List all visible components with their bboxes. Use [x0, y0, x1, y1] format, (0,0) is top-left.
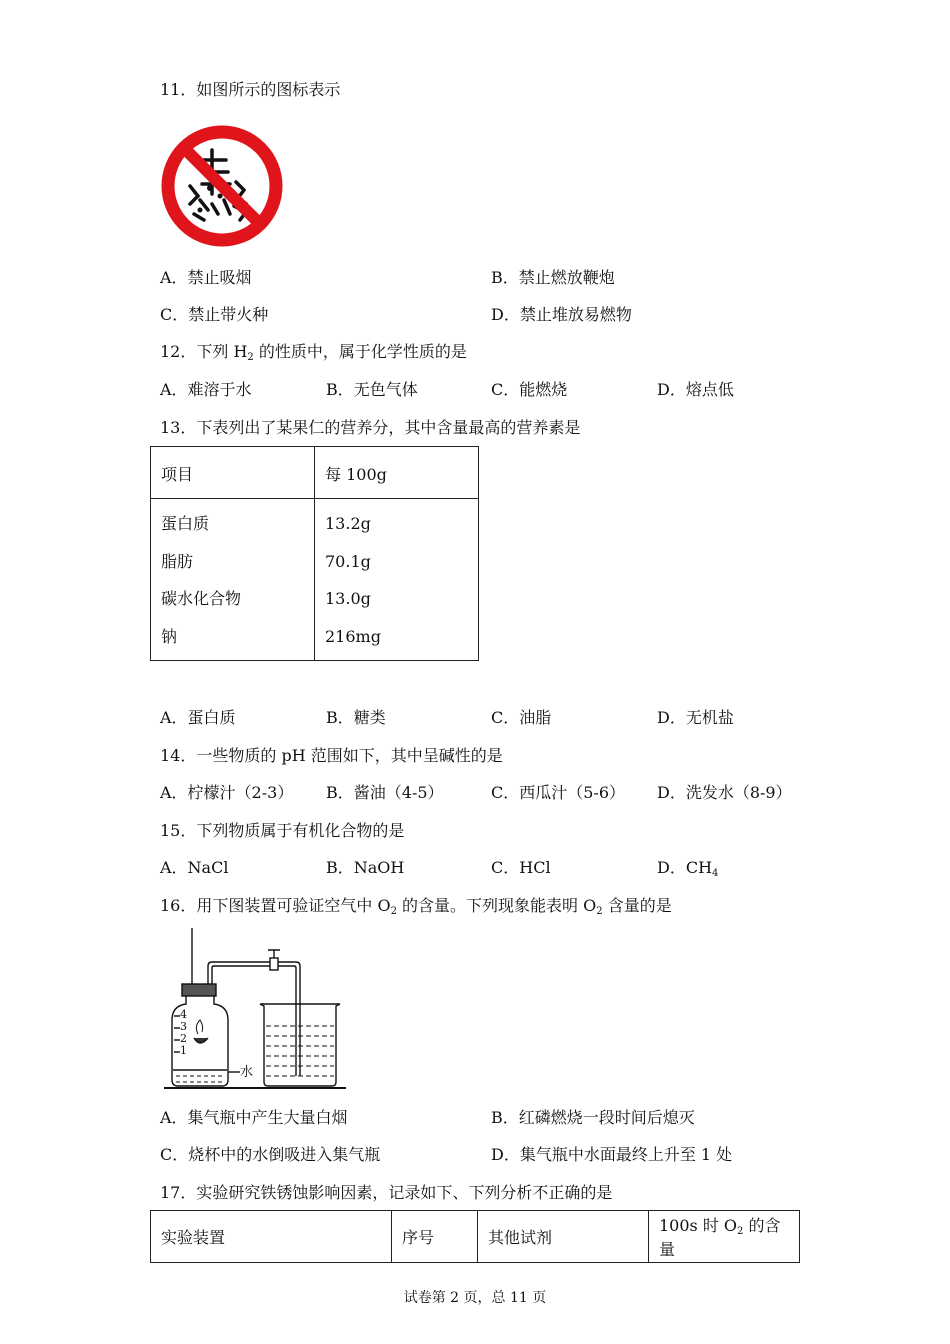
- rust-experiment-table: [150, 1210, 800, 1263]
- water-label: 水: [240, 1065, 254, 1080]
- q13-option-a: A．蛋白质: [160, 708, 236, 727]
- q12-option-c: C．能燃烧: [491, 380, 568, 399]
- table-nutrient-values: [315, 499, 479, 661]
- q17-stem: 17．实验研究铁锈蚀影响因素，记录如下、下列分析不正确的是: [160, 1183, 613, 1202]
- q13-option-b: B．糖类: [326, 708, 386, 727]
- no-fireworks-sign-icon: [160, 124, 284, 248]
- q11-option-d: D．禁止堆放易燃物: [491, 305, 632, 324]
- table-nutrient-names: [151, 499, 315, 661]
- table-cell: 钠: [161, 626, 178, 646]
- q13-option-d: D．无机盐: [657, 708, 734, 727]
- page-footer: 试卷第 2 页，总 11 页: [403, 1290, 547, 1306]
- scale-mark-4: 4: [180, 1008, 187, 1021]
- q15-stem: 15．下列物质属于有机化合物的是: [160, 821, 405, 840]
- table-header-item: 项目: [151, 447, 315, 499]
- q13-option-c: C．油脂: [491, 708, 552, 727]
- q11-option-c: C．禁止带火种: [160, 305, 269, 324]
- scale-mark-1: 1: [180, 1044, 187, 1057]
- q16-option-c: C．烧杯中的水倒吸进入集气瓶: [160, 1145, 381, 1164]
- q15-option-b: B．NaOH: [326, 858, 405, 877]
- q14-option-d: D．洗发水（8-9）: [657, 783, 792, 802]
- table-cell: 216mg: [325, 626, 381, 646]
- table-cell: 13.2g: [325, 514, 371, 533]
- table-cell: 70.1g: [325, 551, 371, 571]
- oxygen-experiment-apparatus: [160, 926, 350, 1090]
- table-header-number: 序号: [392, 1211, 478, 1263]
- table-header-per100g: 每 100g: [315, 447, 479, 499]
- q11-stem: 11．如图所示的图标表示: [160, 80, 341, 99]
- q12-option-d: D．熔点低: [657, 380, 734, 399]
- q12-option-a: A．难溶于水: [160, 380, 252, 399]
- table-header-apparatus: 实验装置: [151, 1211, 392, 1263]
- q14-stem: 14．一些物质的 pH 范围如下，其中呈碱性的是: [160, 746, 503, 765]
- q15-option-d: D．$CH_4$: [657, 858, 719, 879]
- table-cell: 碳水化合物: [161, 589, 242, 608]
- table-header-reagents: 其他试剂: [478, 1211, 649, 1263]
- q15-option-a: A．NaCl: [160, 858, 229, 877]
- q16-stem: 16．用下图装置可验证空气中 $O_2$ 的含量。下列现象能表明 $O_2$ 含量的是: [160, 896, 672, 917]
- q16-option-b: B．红磷燃烧一段时间后熄灭: [491, 1108, 695, 1127]
- table-header-o2-content: 100s 时 $O_2$ 的含量: [649, 1211, 800, 1263]
- scale-mark-3: 3: [180, 1020, 187, 1033]
- table-cell: 13.0g: [325, 589, 371, 608]
- nutrition-table: [150, 446, 479, 661]
- q15-option-c: C．HCl: [491, 858, 551, 877]
- q14-option-b: B．酱油（4-5）: [326, 783, 444, 802]
- q14-option-c: C．西瓜汁（5-6）: [491, 783, 626, 802]
- q11-option-b: B．禁止燃放鞭炮: [491, 268, 615, 287]
- q16-option-a: A．集气瓶中产生大量白烟: [160, 1108, 348, 1127]
- scale-mark-2: 2: [180, 1032, 187, 1045]
- q12-option-b: B．无色气体: [326, 380, 418, 399]
- q14-option-a: A．柠檬汁（2-3）: [160, 783, 294, 802]
- q13-stem: 13．下表列出了某果仁的营养分，其中含量最高的营养素是: [160, 418, 581, 437]
- table-cell: 脂肪: [161, 551, 194, 571]
- q16-option-d: D．集气瓶中水面最终上升至 1 处: [491, 1145, 733, 1164]
- table-cell: 蛋白质: [161, 514, 210, 533]
- q12-stem: 12．下列 $H_2$ 的性质中，属于化学性质的是: [160, 342, 467, 363]
- q11-option-a: A．禁止吸烟: [160, 268, 252, 287]
